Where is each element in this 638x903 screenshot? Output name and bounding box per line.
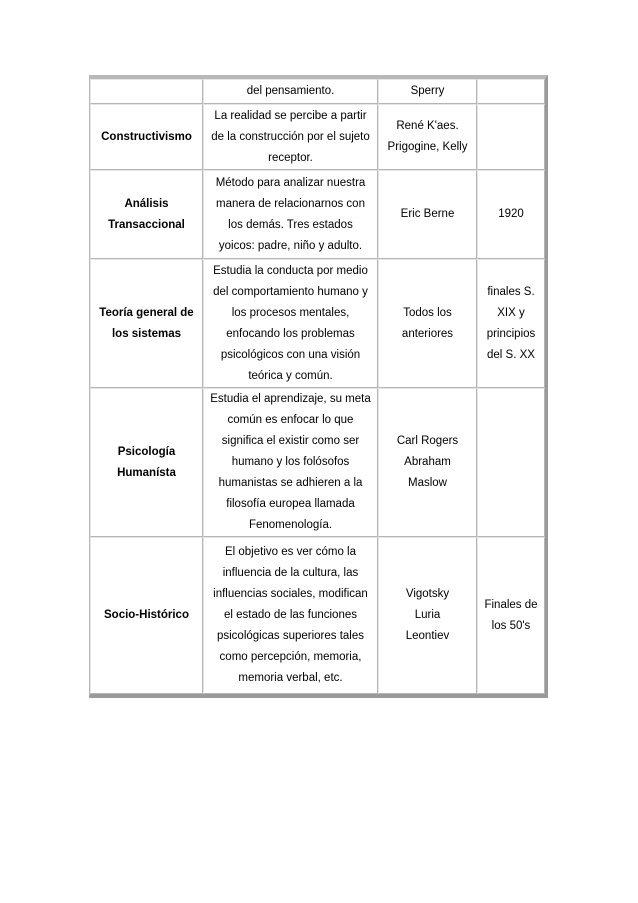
period-cell [477, 259, 545, 388]
category-cell [90, 79, 203, 104]
period-cell [477, 388, 545, 537]
period-line: 1920 [498, 208, 524, 220]
period-line: XIX y [497, 306, 525, 319]
table-row [90, 170, 545, 259]
description-line: yoicos: padre, niño y adulto. [218, 239, 363, 252]
category-line: Psicología [117, 445, 176, 458]
authors-cell [378, 537, 477, 694]
description-cell [203, 79, 378, 104]
authors-line: anteriores [401, 327, 454, 340]
period-line: finales S. [487, 285, 535, 298]
category-line: Transaccional [108, 218, 185, 231]
description-line: filosofía europea llamada [226, 498, 355, 510]
period-line: Finales de [484, 598, 538, 611]
description-line: del comportamiento humano y [213, 285, 368, 298]
description-line: psicológicas superiores tales [216, 630, 365, 642]
period-cell [477, 79, 545, 104]
category-line: Análisis [124, 197, 169, 210]
authors-line: Todos los [403, 306, 452, 319]
authors-line: Luria [414, 609, 441, 621]
category-line: Humanísta [117, 466, 176, 479]
description-line: influencias sociales, modifican [213, 588, 368, 600]
authors-line: Sperry [410, 85, 445, 97]
authors-cell [378, 79, 477, 104]
description-line: receptor. [268, 151, 313, 164]
description-line: Fenomenología. [248, 519, 333, 531]
authors-cell [378, 388, 477, 537]
period-cell [477, 104, 545, 170]
description-line: influencia de la cultura, las [222, 567, 359, 579]
description-line: como percepción, memoria, [219, 651, 362, 663]
category-cell [90, 170, 203, 259]
description-line: enfocando los problemas [226, 327, 355, 340]
description-line: humanistas se adhieren a la [218, 477, 363, 489]
description-line: los demás. Tres estados [228, 218, 353, 231]
description-line: de la construcción por el sujeto [211, 130, 370, 143]
description-line: teórica y común. [248, 369, 333, 382]
description-line: común es enfocar lo que [227, 414, 354, 426]
description-cell [203, 170, 378, 259]
category-line: Constructivismo [101, 130, 192, 143]
category-cell [90, 388, 203, 537]
category-line: Teoría general de [99, 306, 194, 319]
authors-line: René K'aes. [396, 120, 459, 132]
authors-line: Carl Rogers [396, 435, 459, 447]
category-line: Socio-Histórico [104, 609, 189, 621]
description-cell [203, 104, 378, 170]
description-line: manera de relacionarnos con [216, 197, 365, 210]
period-line: principios [486, 327, 536, 340]
period-line: los 50's [491, 619, 531, 632]
authors-line: Prigogine, Kelly [387, 141, 468, 153]
authors-cell [378, 104, 477, 170]
authors-cell [378, 259, 477, 388]
description-line: humano y los folósofos [231, 456, 350, 468]
description-line: los procesos mentales, [231, 306, 350, 319]
description-cell [203, 537, 378, 694]
authors-line: Leontiev [405, 630, 450, 642]
table-row [90, 259, 545, 388]
authors-line: Eric Berne [400, 208, 455, 220]
category-cell [90, 104, 203, 170]
description-line: El objetivo es ver cómo la [224, 546, 357, 558]
category-cell [90, 537, 203, 694]
table-row [90, 104, 545, 170]
description-line: psicológicos con una visión [220, 348, 361, 361]
theories-table-container [89, 75, 548, 698]
description-line: Método para analizar nuestra [215, 176, 366, 189]
category-cell [90, 259, 203, 388]
description-line: Estudia el aprendizaje, su meta [210, 393, 371, 405]
period-cell [477, 537, 545, 694]
table-row [90, 388, 545, 537]
description-cell [203, 388, 378, 537]
period-cell [477, 170, 545, 259]
table-row [90, 537, 545, 694]
description-line: del pensamiento. [246, 85, 335, 97]
table-row [90, 79, 545, 104]
authors-cell [378, 170, 477, 259]
description-line: significa el existir como ser [221, 435, 360, 447]
period-line: del S. XX [487, 348, 535, 361]
description-line: el estado de las funciones [224, 609, 357, 621]
description-line: memoria verbal, etc. [238, 672, 343, 684]
authors-line: Maslow [408, 477, 447, 489]
description-line: Estudia la conducta por medio [213, 264, 368, 277]
psychology-theories-table [89, 75, 548, 698]
description-line: La realidad se percibe a partir [214, 109, 367, 122]
category-line: los sistemas [111, 327, 182, 340]
authors-line: Abraham [404, 456, 451, 468]
table-body [90, 79, 545, 694]
description-cell [203, 259, 378, 388]
authors-line: Vigotsky [405, 588, 450, 600]
